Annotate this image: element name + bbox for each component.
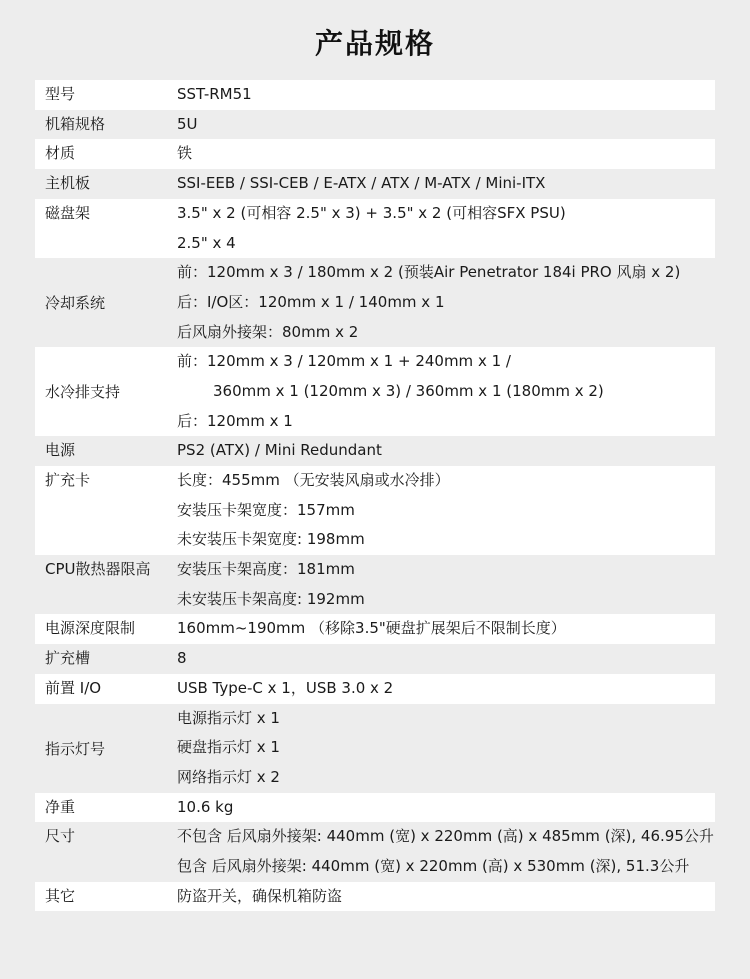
spec-value: 防盗开关，确保机箱防盗 — [177, 886, 343, 905]
spec-row-model — [35, 80, 715, 110]
spec-row-motherboard — [35, 169, 715, 199]
spec-row-form-factor — [35, 110, 715, 140]
spec-label: 扩充槽 — [45, 649, 91, 668]
spec-value: 2.5" x 4 — [177, 233, 236, 252]
spec-value: 安装压卡架高度：181mm — [177, 560, 355, 579]
spec-label: 电源 — [45, 441, 76, 460]
spec-value: 硬盘指示灯 x 1 — [177, 738, 280, 757]
spec-value: 160mm~190mm （移除3.5"硬盘扩展架后不限制长度） — [177, 619, 566, 638]
spec-row-psu-depth — [35, 614, 715, 644]
spec-value: 包含 后风扇外接架: 440mm (宽) x 220mm (高) x 530mm (深), 51.3公升 — [177, 857, 690, 876]
spec-label: 磁盘架 — [45, 203, 91, 222]
spec-value: 不包含 后风扇外接架: 440mm (宽) x 220mm (高) x 485mm (深), 46.95公升 — [177, 827, 714, 846]
spec-row-expansion-card — [35, 466, 715, 555]
spec-value: 前：120mm x 3 / 180mm x 2 (预装Air Penetrator 184i PRO 风扇 x 2) — [177, 263, 681, 282]
spec-value: 网络指示灯 x 2 — [177, 767, 280, 786]
spec-table — [35, 80, 715, 911]
spec-value: 360mm x 1 (120mm x 3) / 360mm x 1 (180mm x 2) — [213, 381, 604, 400]
spec-value: SSI-EEB / SSI-CEB / E-ATX / ATX / M-ATX / Mini-ITX — [177, 174, 546, 193]
spec-row-power-supply — [35, 436, 715, 466]
spec-value: USB Type-C x 1，USB 3.0 x 2 — [177, 678, 394, 697]
spec-value: 3.5" x 2 (可相容 2.5" x 3) + 3.5" x 2 (可相容SFX PSU) — [177, 203, 566, 222]
spec-row-indicators — [35, 704, 715, 793]
spec-label: 主机板 — [45, 174, 91, 193]
spec-label: 水冷排支持 — [45, 383, 121, 402]
spec-label: 指示灯号 — [45, 739, 106, 758]
spec-value: 8 — [177, 649, 187, 668]
spec-value: 未安装压卡架宽度: 198mm — [177, 530, 365, 549]
spec-label: 其它 — [45, 886, 76, 905]
spec-row-drive-bays — [35, 199, 715, 258]
spec-row-front-io — [35, 674, 715, 704]
spec-value: 电源指示灯 x 1 — [177, 708, 280, 727]
spec-value: 长度：455mm （无安装风扇或水冷排） — [177, 471, 450, 490]
spec-value: 后风扇外接架：80mm x 2 — [177, 322, 359, 341]
spec-row-expansion-slots — [35, 644, 715, 674]
spec-label: 型号 — [45, 85, 76, 103]
spec-value: SST-RM51 — [177, 85, 252, 103]
spec-value: 前：120mm x 3 / 120mm x 1 + 240mm x 1 / — [177, 352, 511, 371]
spec-label: CPU散热器限高 — [45, 560, 151, 579]
spec-label: 前置 I/O — [45, 678, 102, 697]
spec-value: 后：120mm x 1 — [177, 411, 293, 430]
spec-label: 冷却系统 — [45, 294, 106, 313]
spec-row-radiator-support — [35, 347, 715, 436]
spec-row-other — [35, 882, 715, 912]
spec-value: 10.6 kg — [177, 797, 234, 816]
spec-value: 未安装压卡架高度: 192mm — [177, 589, 365, 608]
spec-label: 电源深度限制 — [45, 619, 136, 638]
spec-label: 尺寸 — [45, 827, 76, 846]
spec-row-net-weight — [35, 793, 715, 823]
page-title: 产品规格 — [314, 27, 435, 60]
spec-row-cooling — [35, 258, 715, 347]
spec-label: 机箱规格 — [45, 114, 106, 133]
spec-label: 净重 — [45, 797, 76, 816]
spec-row-dimensions — [35, 822, 715, 881]
spec-value: PS2 (ATX) / Mini Redundant — [177, 441, 382, 460]
spec-value: 后：I/O区：120mm x 1 / 140mm x 1 — [177, 292, 445, 311]
spec-label: 材质 — [45, 144, 76, 163]
spec-row-material — [35, 139, 715, 169]
spec-row-cpu-cooler-height — [35, 555, 715, 614]
spec-label: 扩充卡 — [45, 471, 91, 490]
spec-value: 安装压卡架宽度：157mm — [177, 500, 355, 519]
spec-value: 铁 — [177, 144, 193, 163]
spec-value: 5U — [177, 114, 198, 133]
